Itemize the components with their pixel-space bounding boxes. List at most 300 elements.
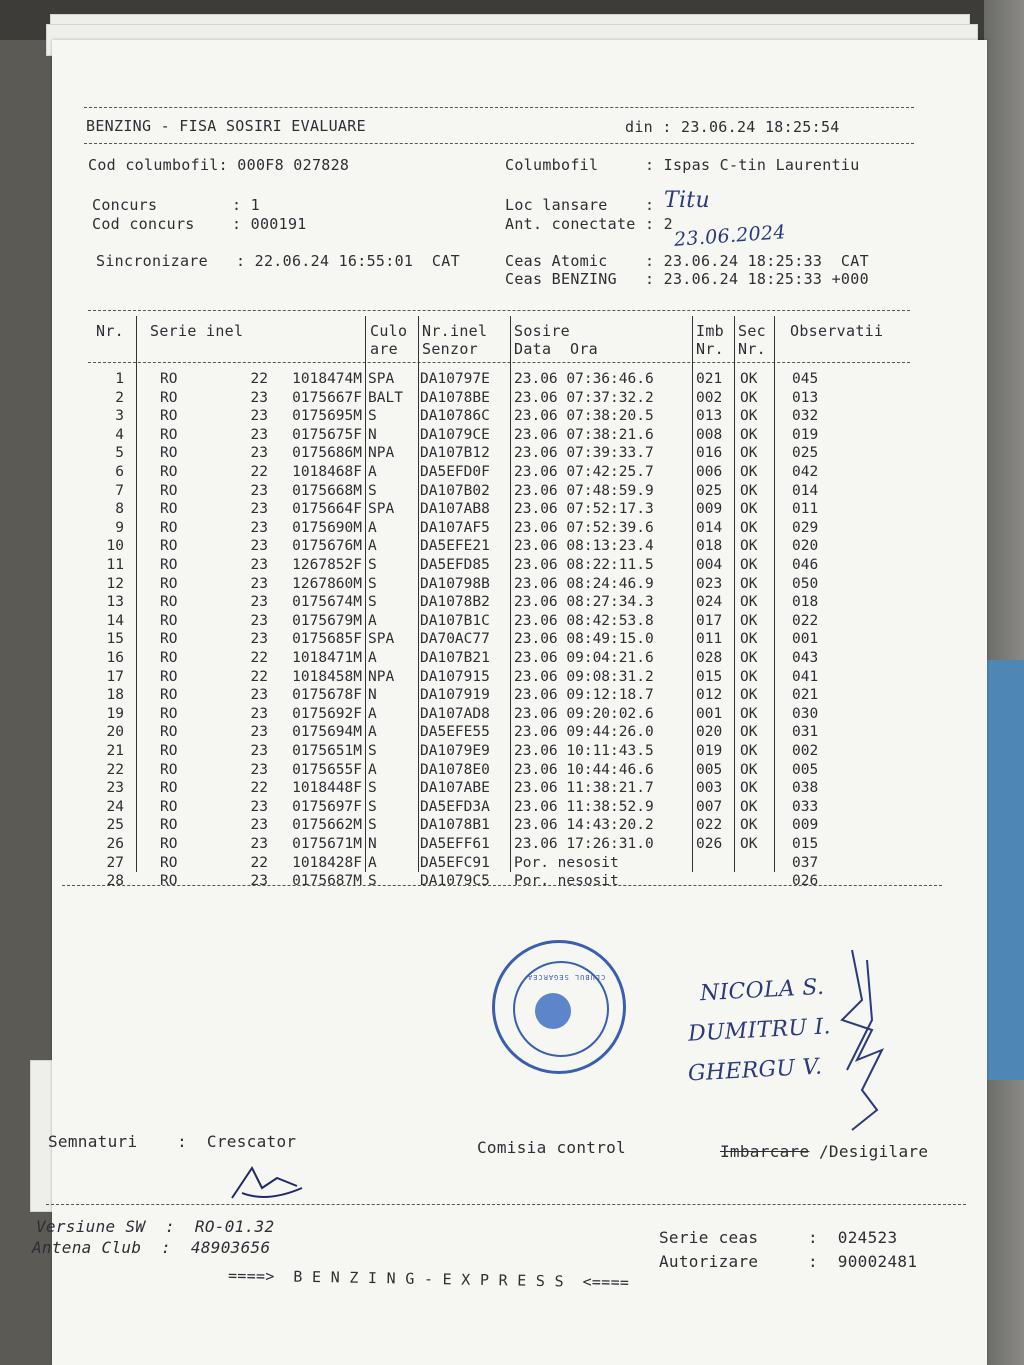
cell-an: 22: [250, 668, 268, 685]
cell-sosire: 23.06 07:52:39.6: [514, 519, 654, 536]
table-row: [52, 650, 987, 667]
cell-sec: OK: [740, 761, 758, 778]
table-row: [52, 855, 987, 872]
loc-lansare-handwritten: Titu: [664, 188, 710, 213]
cell-senzor: DA5EFE21: [420, 538, 490, 555]
cell-tara: RO: [160, 557, 178, 573]
cell-nr: 17: [106, 668, 124, 685]
cell-culoare: S: [368, 817, 377, 834]
cell-nr: 19: [106, 705, 124, 722]
loc-lansare: Loc lansare :: [505, 196, 655, 214]
cell-imb: 018: [696, 538, 723, 555]
cell-culoare: A: [368, 705, 377, 722]
cell-sosire: Por. nesosit: [514, 873, 619, 890]
cell-sosire: 23.06 17:26:31.0: [514, 836, 654, 852]
evaluation-sheet: [32, 40, 987, 1365]
table-row: [52, 445, 987, 462]
cell-tara: RO: [160, 854, 178, 871]
table-row: [52, 706, 987, 723]
col-imb-nr: Nr.: [696, 340, 724, 358]
cell-tara: RO: [160, 687, 178, 704]
cell-sec: OK: [740, 594, 758, 611]
cell-senzor: DA107AF5: [420, 519, 490, 536]
antena-club: Antena Club : 48903656: [32, 1238, 271, 1257]
cell-culoare: S: [368, 557, 377, 573]
cell-sosire: 23.06 08:13:23.4: [514, 538, 654, 555]
cell-imb: 017: [696, 612, 723, 629]
cell-sosire: 23.06 07:42:25.7: [514, 464, 654, 480]
cell-sosire: 23.06 07:36:46.6: [514, 371, 654, 387]
cell-sosire: 23.06 07:38:21.6: [514, 426, 654, 443]
cell-senzor: DA1079CE: [420, 426, 490, 443]
cell-culoare: A: [368, 464, 377, 480]
cell-nr: 12: [106, 575, 124, 592]
col-sec: Sec: [738, 322, 766, 340]
crescator-signature-icon: [222, 1158, 312, 1208]
cell-sec: OK: [740, 612, 758, 629]
imbarcare-struck: Imbarcare: [720, 1142, 810, 1161]
cell-tara: RO: [160, 612, 178, 629]
cell-nr: 1: [115, 371, 124, 387]
cell-culoare: S: [368, 873, 377, 890]
cell-nr: 18: [106, 687, 124, 704]
cell-sec: OK: [740, 557, 758, 573]
cell-tara: RO: [160, 724, 178, 741]
cell-culoare: A: [368, 519, 377, 536]
cell-observatii: 019: [792, 426, 819, 443]
cell-an: 23: [250, 445, 268, 462]
table-row: [52, 817, 987, 834]
cell-observatii: 018: [792, 594, 819, 611]
cell-an: 22: [250, 650, 268, 666]
cell-serie-inel: 0175667F: [292, 389, 362, 406]
cell-an: 23: [250, 575, 268, 592]
cell-serie-inel: 0175676M: [292, 538, 362, 555]
cell-an: 23: [250, 705, 268, 722]
table-border-bottom: [62, 885, 942, 886]
table-row: [52, 371, 987, 388]
cell-serie-inel: 0175655F: [292, 761, 362, 778]
cell-tara: RO: [160, 761, 178, 778]
cell-culoare: A: [368, 612, 377, 629]
cell-culoare: S: [368, 798, 377, 815]
col-nr: Nr.: [96, 322, 124, 340]
cell-senzor: DA5EFC91: [420, 854, 490, 871]
cell-an: 23: [250, 482, 268, 499]
cell-an: 23: [250, 743, 268, 759]
cell-imb: 002: [696, 389, 723, 406]
cell-culoare: A: [368, 538, 377, 555]
cell-sosire: 23.06 09:44:26.0: [514, 724, 654, 741]
cell-observatii: 014: [792, 482, 819, 499]
ceas-benzing: Ceas BENZING : 23.06.24 18:25:33 +000: [505, 270, 869, 288]
cell-an: 23: [250, 836, 268, 852]
cell-sosire: 23.06 09:08:31.2: [514, 668, 654, 685]
cell-senzor: DA70AC77: [420, 631, 490, 648]
cell-imb: 003: [696, 780, 723, 797]
benzing-express-banner: ====> B E N Z I N G - E X P R E S S <====: [227, 1266, 630, 1292]
cell-sec: OK: [740, 464, 758, 480]
cell-observatii: 042: [792, 464, 819, 480]
cell-serie-inel: 0175692F: [292, 705, 362, 722]
cell-sec: OK: [740, 631, 758, 648]
cell-nr: 11: [106, 557, 124, 573]
cell-observatii: 002: [792, 743, 819, 759]
cell-tara: RO: [160, 798, 178, 815]
cell-culoare: S: [368, 482, 377, 499]
cell-sec: OK: [740, 724, 758, 741]
cell-an: 22: [250, 780, 268, 797]
cell-sosire: 23.06 07:38:20.5: [514, 408, 654, 425]
cell-culoare: S: [368, 408, 377, 425]
ceas-atomic: Ceas Atomic : 23.06.24 18:25:33 CAT: [505, 252, 869, 270]
cell-culoare: N: [368, 836, 377, 852]
cell-imb: 013: [696, 408, 723, 425]
concurs: Concurs : 1: [92, 196, 260, 214]
cell-senzor: DA107AD8: [420, 705, 490, 722]
cell-observatii: 031: [792, 724, 819, 741]
cell-nr: 3: [115, 408, 124, 425]
table-row: [52, 390, 987, 407]
cell-sec: OK: [740, 538, 758, 555]
cell-sec: OK: [740, 780, 758, 797]
cell-serie-inel: 0175697F: [292, 798, 362, 815]
cell-nr: 22: [106, 761, 124, 778]
cell-sosire: 23.06 11:38:52.9: [514, 798, 654, 815]
cell-culoare: BALT: [368, 389, 403, 406]
table-row: [52, 799, 987, 816]
comisia-control: Comisia control: [477, 1138, 626, 1157]
club-stamp: [492, 940, 626, 1074]
cell-senzor: DA107B21: [420, 650, 490, 666]
col-data-ora: Data Ora: [514, 340, 598, 358]
cell-serie-inel: 0175671M: [292, 836, 362, 852]
cell-culoare: N: [368, 426, 377, 443]
cell-observatii: 001: [792, 631, 819, 648]
cell-tara: RO: [160, 650, 178, 666]
cell-senzor: DA107B12: [420, 445, 490, 462]
header-border-bottom: [84, 143, 914, 144]
cell-imb: 024: [696, 594, 723, 611]
cell-serie-inel: 0175678F: [292, 687, 362, 704]
cod-columbofil: Cod columbofil: 000F8 027828: [88, 156, 350, 174]
cell-culoare: S: [368, 743, 377, 759]
table-row: [52, 557, 987, 574]
cell-tara: RO: [160, 836, 178, 852]
cell-sec: OK: [740, 501, 758, 518]
cell-observatii: 026: [792, 873, 819, 890]
cell-sosire: 23.06 07:37:32.2: [514, 389, 654, 406]
cell-imb: 015: [696, 668, 723, 685]
cell-imb: 021: [696, 371, 723, 387]
cell-sosire: 23.06 07:52:17.3: [514, 501, 654, 518]
cell-senzor: DA5EFD3A: [420, 798, 490, 815]
col-sec-nr: Nr.: [738, 340, 766, 358]
cell-an: 22: [250, 854, 268, 871]
cell-imb: 001: [696, 705, 723, 722]
table-row: [52, 427, 987, 444]
cell-an: 22: [250, 464, 268, 480]
cell-serie-inel: 1018468F: [292, 464, 362, 480]
cell-observatii: 037: [792, 854, 819, 871]
cell-observatii: 021: [792, 687, 819, 704]
cell-sec: OK: [740, 650, 758, 666]
cell-senzor: DA10797E: [420, 371, 490, 387]
col-observatii: Observatii: [790, 322, 884, 340]
cell-imb: 020: [696, 724, 723, 741]
cell-nr: 6: [115, 464, 124, 480]
cell-serie-inel: 0175674M: [292, 594, 362, 611]
cell-sec: OK: [740, 426, 758, 443]
ant-conectate: Ant. conectate : 2: [505, 215, 673, 233]
cell-nr: 16: [106, 650, 124, 666]
cell-tara: RO: [160, 464, 178, 480]
cell-observatii: 038: [792, 780, 819, 797]
cell-sosire: 23.06 07:39:33.7: [514, 445, 654, 462]
cell-tara: RO: [160, 575, 178, 592]
cell-tara: RO: [160, 482, 178, 499]
cell-senzor: DA5EFE55: [420, 724, 490, 741]
cell-tara: RO: [160, 873, 178, 890]
cell-an: 23: [250, 557, 268, 573]
cell-culoare: A: [368, 724, 377, 741]
cell-serie-inel: 1267860M: [292, 575, 362, 592]
col-imb: Imb: [696, 322, 724, 340]
columbofil: Columbofil : Ispas C-tin Laurentiu: [505, 156, 860, 174]
table-row: [52, 631, 987, 648]
table-row: [52, 483, 987, 500]
cell-sosire: 23.06 10:11:43.5: [514, 743, 654, 759]
cell-sec: OK: [740, 445, 758, 462]
cell-observatii: 005: [792, 761, 819, 778]
cell-imb: 012: [696, 687, 723, 704]
table-row: [52, 762, 987, 779]
cell-culoare: SPA: [368, 631, 395, 648]
cell-tara: RO: [160, 389, 178, 406]
cell-serie-inel: 0175668M: [292, 482, 362, 499]
cell-nr: 24: [106, 798, 124, 815]
cell-an: 23: [250, 873, 268, 890]
cell-nr: 14: [106, 612, 124, 629]
cell-serie-inel: 1018428F: [292, 854, 362, 871]
cell-tara: RO: [160, 817, 178, 834]
cell-nr: 9: [115, 519, 124, 536]
cell-senzor: DA107ABE: [420, 780, 490, 797]
form-date: din : 23.06.24 18:25:54: [625, 118, 840, 136]
cell-culoare: NPA: [368, 668, 395, 685]
cell-senzor: DA5EFD0F: [420, 464, 490, 480]
table-row: [52, 501, 987, 518]
cell-nr: 2: [115, 389, 124, 406]
cell-senzor: DA10786C: [420, 408, 490, 425]
handwritten-name-3: GHERGU V.: [687, 1054, 823, 1087]
cell-imb: 011: [696, 631, 723, 648]
cell-observatii: 020: [792, 538, 819, 555]
cell-sec: OK: [740, 668, 758, 685]
cell-sec: OK: [740, 389, 758, 406]
cell-an: 23: [250, 761, 268, 778]
cell-imb: 009: [696, 501, 723, 518]
versiune-sw: Versiune SW : RO-01.32: [36, 1217, 275, 1236]
cell-sec: OK: [740, 408, 758, 425]
cell-imb: 019: [696, 743, 723, 759]
cell-senzor: DA107915: [420, 668, 490, 685]
cell-sec: OK: [740, 836, 758, 852]
cell-nr: 28: [106, 873, 124, 890]
cell-senzor: DA107AB8: [420, 501, 490, 518]
table-row: [52, 724, 987, 741]
cell-serie-inel: 1267852F: [292, 557, 362, 573]
cell-serie-inel: 0175662M: [292, 817, 362, 834]
col-sosire: Sosire: [514, 322, 570, 340]
cell-tara: RO: [160, 594, 178, 611]
cell-sosire: 23.06 08:49:15.0: [514, 631, 654, 648]
cell-serie-inel: 1018474M: [292, 371, 362, 387]
cell-sosire: Por. nesosit: [514, 854, 619, 871]
signature-scribble-icon: [822, 940, 902, 1140]
cell-tara: RO: [160, 445, 178, 462]
cell-nr: 15: [106, 631, 124, 648]
semnaturi-crescator: Semnaturi : Crescator: [48, 1132, 297, 1151]
cell-imb: 005: [696, 761, 723, 778]
cell-serie-inel: 0175694M: [292, 724, 362, 741]
table-row: [52, 836, 987, 853]
cell-serie-inel: 0175664F: [292, 501, 362, 518]
cell-nr: 25: [106, 817, 124, 834]
cell-an: 23: [250, 687, 268, 704]
cell-nr: 26: [106, 836, 124, 852]
cell-sosire: 23.06 09:04:21.6: [514, 650, 654, 666]
cell-culoare: A: [368, 650, 377, 666]
cell-culoare: NPA: [368, 445, 395, 462]
cell-sosire: 23.06 10:44:46.6: [514, 761, 654, 778]
cell-senzor: DA1079C5: [420, 873, 490, 890]
cell-culoare: SPA: [368, 371, 395, 387]
cell-nr: 7: [115, 482, 124, 499]
table-row: [52, 408, 987, 425]
cell-sosire: 23.06 07:48:59.9: [514, 482, 654, 499]
cell-imb: 008: [696, 426, 723, 443]
cell-observatii: 032: [792, 408, 819, 425]
cell-an: 23: [250, 519, 268, 536]
table-row: [52, 687, 987, 704]
cell-observatii: 045: [792, 371, 819, 387]
table-header-divider: [88, 362, 910, 363]
cell-observatii: 033: [792, 798, 819, 815]
cell-imb: 016: [696, 445, 723, 462]
cell-senzor: DA5EFD85: [420, 557, 490, 573]
cell-tara: RO: [160, 426, 178, 443]
cell-an: 23: [250, 817, 268, 834]
cell-imb: 023: [696, 575, 723, 592]
cell-an: 23: [250, 389, 268, 406]
cell-serie-inel: 0175690M: [292, 519, 362, 536]
cell-observatii: 041: [792, 668, 819, 685]
cell-serie-inel: 0175651M: [292, 743, 362, 759]
cell-sec: OK: [740, 687, 758, 704]
cell-culoare: S: [368, 575, 377, 592]
cell-observatii: 029: [792, 519, 819, 536]
cell-sosire: 23.06 09:20:02.6: [514, 705, 654, 722]
cell-an: 22: [250, 371, 268, 387]
cell-an: 23: [250, 612, 268, 629]
cell-imb: 006: [696, 464, 723, 480]
table-border-top: [88, 310, 910, 311]
cell-sosire: 23.06 08:22:11.5: [514, 557, 654, 573]
cell-nr: 10: [106, 538, 124, 555]
cell-senzor: DA1079E9: [420, 743, 490, 759]
table-row: [52, 464, 987, 481]
cell-sec: OK: [740, 519, 758, 536]
cell-tara: RO: [160, 705, 178, 722]
cell-serie-inel: 1018448F: [292, 780, 362, 797]
cell-senzor: DA1078E0: [420, 761, 490, 778]
cell-an: 23: [250, 594, 268, 611]
cell-serie-inel: 0175686M: [292, 445, 362, 462]
footer-divider: [46, 1204, 966, 1205]
cell-culoare: S: [368, 594, 377, 611]
cell-sec: OK: [740, 371, 758, 387]
cell-an: 23: [250, 724, 268, 741]
cell-tara: RO: [160, 408, 178, 425]
col-nr-inel: Nr.inel: [422, 322, 488, 340]
cell-senzor: DA1078BE: [420, 389, 490, 406]
cell-senzor: DA1078B1: [420, 817, 490, 834]
header-border-top: [84, 107, 914, 108]
desigilare: /Desigilare: [819, 1142, 929, 1161]
col-culoare: Culo: [370, 322, 408, 340]
cell-observatii: 025: [792, 445, 819, 462]
cell-nr: 20: [106, 724, 124, 741]
cell-nr: 13: [106, 594, 124, 611]
autorizare: Autorizare : 90002481: [659, 1252, 918, 1271]
cell-senzor: DA107B02: [420, 482, 490, 499]
cell-serie-inel: 0175679M: [292, 612, 362, 629]
handwritten-name-1: NICOLA S.: [699, 974, 825, 1007]
cell-sec: OK: [740, 817, 758, 834]
cell-observatii: 015: [792, 836, 819, 852]
cell-culoare: S: [368, 780, 377, 797]
cell-culoare: N: [368, 687, 377, 704]
cell-imb: 007: [696, 798, 723, 815]
cell-nr: 4: [115, 426, 124, 443]
cell-sec: OK: [740, 798, 758, 815]
cell-sosire: 23.06 08:24:46.9: [514, 575, 654, 592]
cell-imb: 014: [696, 519, 723, 536]
blue-folder: [984, 660, 1024, 1080]
cell-tara: RO: [160, 519, 178, 536]
cell-sosire: 23.06 11:38:21.7: [514, 780, 654, 797]
cell-culoare: A: [368, 761, 377, 778]
table-row: [52, 669, 987, 686]
col-culoare-2: are: [370, 340, 398, 358]
cell-culoare: A: [368, 854, 377, 871]
col-senzor: Senzor: [422, 340, 478, 358]
cell-senzor: DA10798B: [420, 575, 490, 592]
cell-observatii: 009: [792, 817, 819, 834]
handwritten-date: 23.06.2024: [673, 221, 787, 251]
cell-observatii: 046: [792, 557, 819, 573]
cell-an: 23: [250, 408, 268, 425]
table-row: [52, 613, 987, 630]
cell-observatii: 013: [792, 389, 819, 406]
cell-imb: 004: [696, 557, 723, 573]
cell-senzor: DA107B1C: [420, 612, 490, 629]
table-row: [52, 594, 987, 611]
cell-sec: OK: [740, 482, 758, 499]
cell-nr: 5: [115, 445, 124, 462]
cell-imb: 028: [696, 650, 723, 666]
